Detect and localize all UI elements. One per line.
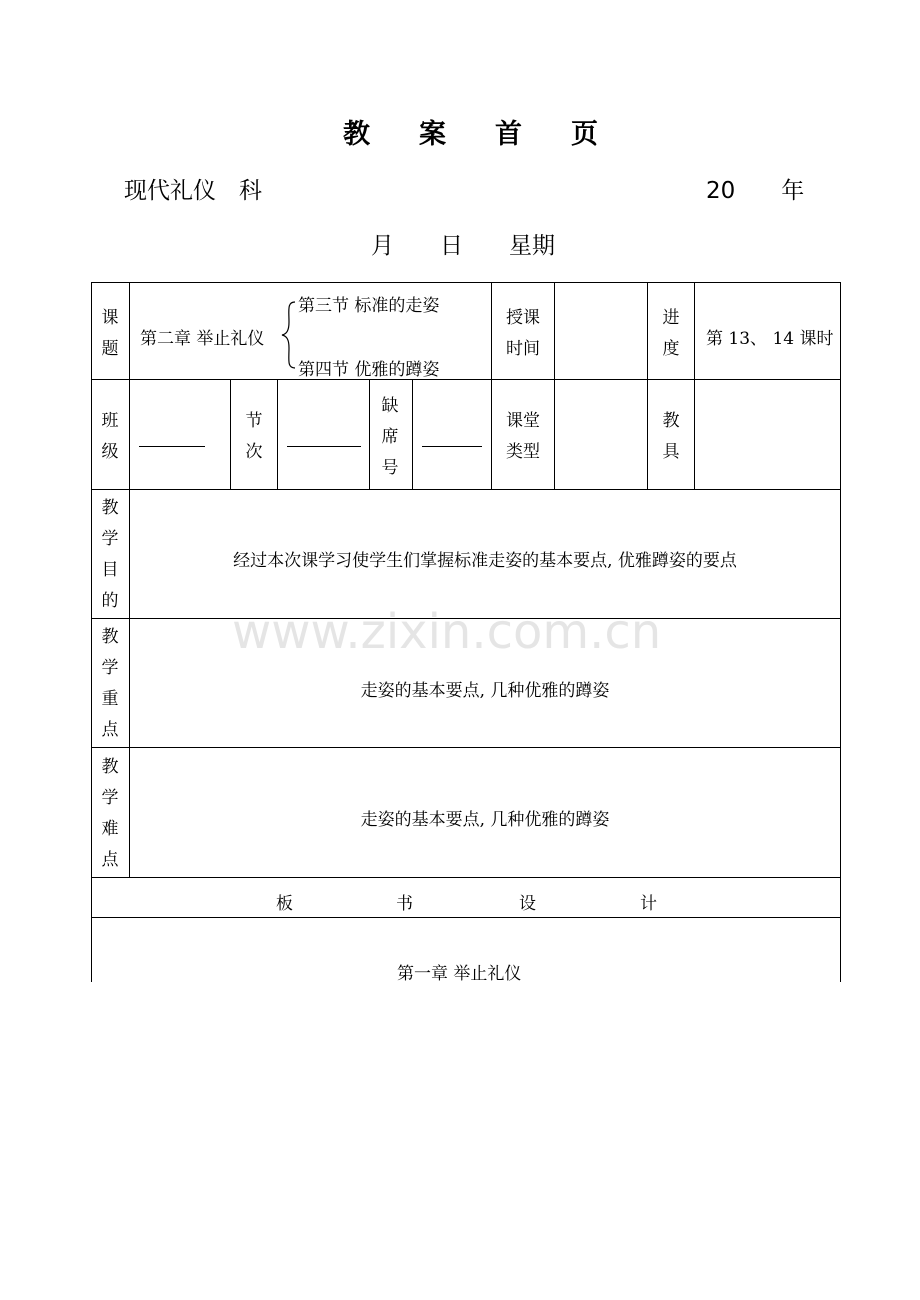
- board-line-1: 第一章 举止礼仪: [397, 964, 522, 984]
- absent-blank[interactable]: [422, 446, 482, 447]
- progress-label: 进度: [662, 308, 680, 359]
- time-label: 授课时间: [506, 308, 540, 359]
- page-title: [343, 112, 598, 151]
- year-label: 20 年: [706, 178, 805, 204]
- chapter-text: 第二章 举止礼仪: [140, 329, 265, 349]
- section-three: 第三节 标准的走姿: [298, 296, 440, 316]
- period-blank[interactable]: [287, 446, 361, 447]
- title-char-4: 页: [571, 119, 598, 150]
- brace-icon: [281, 300, 297, 370]
- period-label: 节次: [245, 411, 263, 462]
- tools-label: 教具: [662, 411, 680, 462]
- progress-value: 第 13、 14 课时: [706, 329, 834, 349]
- section-four: 第四节 优雅的蹲姿: [298, 360, 440, 380]
- objective-text: 经过本次课学习使学生们掌握标准走姿的基本要点, 优雅蹲姿的要点: [233, 551, 737, 571]
- key-points-label: 教学重点: [101, 627, 119, 740]
- difficulties-label: 教学难点: [101, 757, 119, 870]
- key-points-text: 走姿的基本要点, 几种优雅的蹲姿: [360, 681, 610, 701]
- title-char-3: 首: [495, 119, 522, 150]
- class-label: 班级: [101, 411, 119, 462]
- watermark: www.zixin.com.cn: [232, 604, 662, 660]
- class-type-label: 课堂类型: [506, 411, 540, 462]
- board-heading-char-2: 书: [396, 894, 413, 914]
- title-char-1: 教: [343, 119, 370, 150]
- absent-label: 缺席号: [381, 396, 399, 478]
- date-label: 月 日 星期: [371, 233, 555, 259]
- subject-label: 现代礼仪 科: [124, 178, 262, 204]
- topic-label: 课题: [101, 308, 119, 359]
- board-heading-char-3: 设: [519, 894, 536, 914]
- class-blank[interactable]: [139, 446, 205, 447]
- board-heading-char-4: 计: [640, 894, 657, 914]
- title-char-2: 案: [419, 119, 446, 150]
- objective-label: 教学目的: [101, 498, 119, 611]
- board-heading-char-1: 板: [276, 894, 293, 914]
- difficulties-text: 走姿的基本要点, 几种优雅的蹲姿: [360, 810, 610, 830]
